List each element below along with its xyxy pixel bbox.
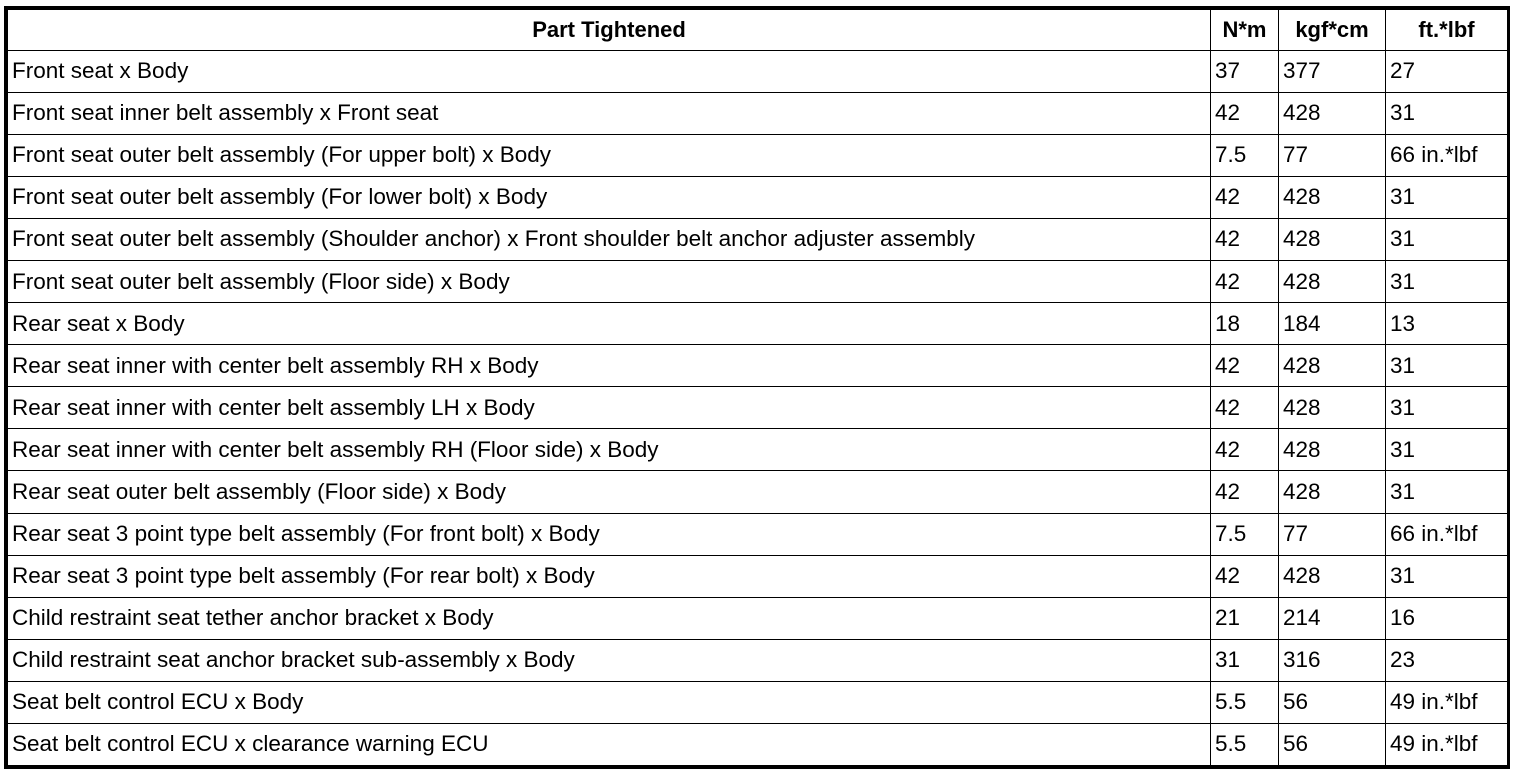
table-row <box>8 723 1508 765</box>
cell-kgf-cm: 214 <box>1279 597 1386 639</box>
cell-ft-lbf: 31 <box>1386 177 1508 219</box>
cell-nm: 18 <box>1211 303 1279 345</box>
cell-nm: 21 <box>1211 597 1279 639</box>
cell-nm: 42 <box>1211 219 1279 261</box>
cell-part-tightened: Front seat outer belt assembly (For lower bolt) x Body <box>8 177 1211 219</box>
header-nm: N*m <box>1211 10 1279 51</box>
cell-nm: 42 <box>1211 387 1279 429</box>
cell-part-tightened: Rear seat inner with center belt assembly LH x Body <box>8 387 1211 429</box>
table-row <box>8 513 1508 555</box>
cell-part-tightened: Rear seat inner with center belt assembly RH x Body <box>8 345 1211 387</box>
cell-kgf-cm: 428 <box>1279 261 1386 303</box>
cell-part-tightened: Child restraint seat anchor bracket sub-assembly x Body <box>8 639 1211 681</box>
cell-ft-lbf: 31 <box>1386 345 1508 387</box>
cell-part-tightened: Child restraint seat tether anchor bracket x Body <box>8 597 1211 639</box>
table-row <box>8 471 1508 513</box>
torque-table <box>7 9 1508 766</box>
cell-kgf-cm: 428 <box>1279 429 1386 471</box>
table-row <box>8 135 1508 177</box>
table-row <box>8 429 1508 471</box>
cell-ft-lbf: 49 in.*lbf <box>1386 681 1508 723</box>
header-ft-lbf: ft.*lbf <box>1386 10 1508 51</box>
cell-nm: 7.5 <box>1211 513 1279 555</box>
cell-nm: 42 <box>1211 555 1279 597</box>
cell-part-tightened: Front seat outer belt assembly (Shoulder anchor) x Front shoulder belt anchor adjuster assembly <box>8 219 1211 261</box>
cell-part-tightened: Rear seat 3 point type belt assembly (For rear bolt) x Body <box>8 555 1211 597</box>
cell-kgf-cm: 428 <box>1279 471 1386 513</box>
cell-ft-lbf: 31 <box>1386 429 1508 471</box>
cell-ft-lbf: 31 <box>1386 219 1508 261</box>
cell-ft-lbf: 31 <box>1386 387 1508 429</box>
table-body <box>8 51 1508 766</box>
cell-part-tightened: Rear seat inner with center belt assembly RH (Floor side) x Body <box>8 429 1211 471</box>
table-row <box>8 681 1508 723</box>
table-row <box>8 93 1508 135</box>
cell-ft-lbf: 27 <box>1386 51 1508 93</box>
cell-ft-lbf: 31 <box>1386 93 1508 135</box>
cell-nm: 42 <box>1211 93 1279 135</box>
cell-part-tightened: Seat belt control ECU x Body <box>8 681 1211 723</box>
cell-kgf-cm: 428 <box>1279 555 1386 597</box>
cell-ft-lbf: 31 <box>1386 555 1508 597</box>
cell-part-tightened: Front seat x Body <box>8 51 1211 93</box>
cell-part-tightened: Front seat inner belt assembly x Front seat <box>8 93 1211 135</box>
table-row <box>8 219 1508 261</box>
table-row <box>8 303 1508 345</box>
cell-part-tightened: Rear seat 3 point type belt assembly (For front bolt) x Body <box>8 513 1211 555</box>
cell-kgf-cm: 56 <box>1279 681 1386 723</box>
cell-nm: 42 <box>1211 345 1279 387</box>
cell-nm: 31 <box>1211 639 1279 681</box>
cell-kgf-cm: 428 <box>1279 219 1386 261</box>
cell-kgf-cm: 428 <box>1279 93 1386 135</box>
cell-part-tightened: Front seat outer belt assembly (For upper bolt) x Body <box>8 135 1211 177</box>
cell-ft-lbf: 31 <box>1386 471 1508 513</box>
cell-nm: 42 <box>1211 177 1279 219</box>
header-kgf-cm: kgf*cm <box>1279 10 1386 51</box>
cell-part-tightened: Front seat outer belt assembly (Floor side) x Body <box>8 261 1211 303</box>
cell-nm: 42 <box>1211 471 1279 513</box>
cell-ft-lbf: 31 <box>1386 261 1508 303</box>
table-row <box>8 51 1508 93</box>
cell-kgf-cm: 77 <box>1279 513 1386 555</box>
cell-part-tightened: Seat belt control ECU x clearance warning ECU <box>8 723 1211 765</box>
cell-nm: 42 <box>1211 261 1279 303</box>
table-row <box>8 345 1508 387</box>
cell-kgf-cm: 184 <box>1279 303 1386 345</box>
torque-spec-table <box>4 6 1510 769</box>
cell-kgf-cm: 428 <box>1279 387 1386 429</box>
header-row <box>8 10 1508 51</box>
cell-nm: 5.5 <box>1211 723 1279 765</box>
cell-nm: 42 <box>1211 429 1279 471</box>
cell-part-tightened: Rear seat outer belt assembly (Floor side) x Body <box>8 471 1211 513</box>
cell-kgf-cm: 428 <box>1279 177 1386 219</box>
cell-kgf-cm: 316 <box>1279 639 1386 681</box>
cell-kgf-cm: 377 <box>1279 51 1386 93</box>
cell-kgf-cm: 428 <box>1279 345 1386 387</box>
cell-ft-lbf: 49 in.*lbf <box>1386 723 1508 765</box>
cell-kgf-cm: 77 <box>1279 135 1386 177</box>
cell-kgf-cm: 56 <box>1279 723 1386 765</box>
cell-ft-lbf: 66 in.*lbf <box>1386 513 1508 555</box>
table-row <box>8 387 1508 429</box>
table-row <box>8 597 1508 639</box>
table-row <box>8 261 1508 303</box>
cell-part-tightened: Rear seat x Body <box>8 303 1211 345</box>
cell-nm: 7.5 <box>1211 135 1279 177</box>
cell-ft-lbf: 23 <box>1386 639 1508 681</box>
cell-nm: 5.5 <box>1211 681 1279 723</box>
cell-ft-lbf: 66 in.*lbf <box>1386 135 1508 177</box>
table-row <box>8 177 1508 219</box>
cell-nm: 37 <box>1211 51 1279 93</box>
table-row <box>8 555 1508 597</box>
cell-ft-lbf: 16 <box>1386 597 1508 639</box>
table-row <box>8 639 1508 681</box>
header-part-tightened: Part Tightened <box>8 10 1211 51</box>
cell-ft-lbf: 13 <box>1386 303 1508 345</box>
